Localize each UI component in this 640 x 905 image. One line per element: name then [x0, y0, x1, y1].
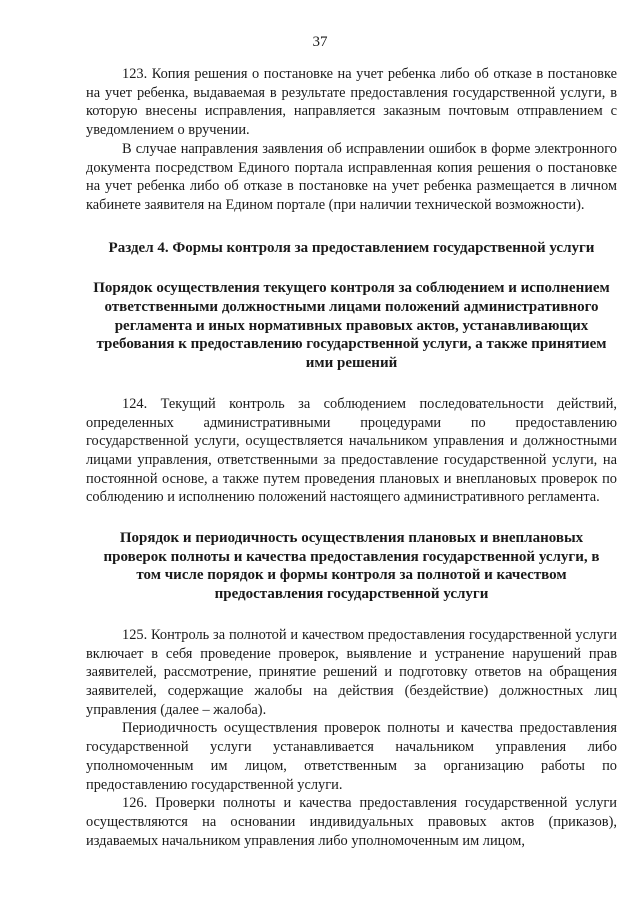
section-4-title: Раздел 4. Формы контроля за предоставлением государственной услуги: [108, 239, 595, 256]
document-body: [86, 65, 617, 850]
subsection-current-control-title: Порядок осуществления текущего контроля за соблюдением и исполнением ответственными должностными лицами положений административного регламента и иных нормативных правовых актов, устанавливающих требования к предоставлению государственной услуги, а также принятием ими решений: [93, 280, 610, 372]
paragraph-correction-electronic: В случае направления заявления об исправлении ошибок в форме электронного документа посредством Единого портала исправленная копия решения о постановке на учет ребенка либо об отказе в постановке на учет ребенка размещается в личном кабинете заявителя на Едином портале (при наличии технической возможности).: [86, 140, 617, 213]
subsection-inspections-title: Порядок и периодичность осуществления плановых и внеплановых проверок полноты и качества предоставления государственной услуги, в том числе порядок и формы контроля за полнотой и качеством предоставления государственной услуги: [103, 530, 600, 603]
paragraph-123: 123. Копия решения о постановке на учет ребенка либо об отказе в постановке на учет ребенка, выдаваемая в результате предоставления государственной услуги, в которую внесены исправления, направляется заказным почтовым отправлением с уведомлением о вручении.: [86, 66, 617, 139]
page-number: 37: [312, 34, 328, 50]
paragraph-126: 126. Проверки полноты и качества предоставления государственной услуги осуществляются на основании индивидуальных правовых актов (приказов), издаваемых начальником управления либо уполномоченным им лицом,: [86, 795, 617, 849]
paragraph-125: 125. Контроль за полнотой и качеством предоставления государственной услуги включает в себя проведение проверок, выявление и устранение нарушений прав заявителей, рассмотрение, принятие решений и подготовку ответов на обращения заявителей, содержащие жалобы на действия (бездействие) должностных лиц управления (далее – жалоба).: [86, 626, 617, 718]
paragraph-124: 124. Текущий контроль за соблюдением последовательности действий, определенных административными процедурами по предоставлению государственной услуги, осуществляется начальником управления и должностными лицами управления, ответственными за предоставление государственной услуги, на постоянной основе, а также путем проведения плановых и внеплановых проверок по соблюдению и исполнению положений настоящего административного регламента.: [86, 395, 617, 506]
paragraph-periodicity: Периодичность осуществления проверок полноты и качества предоставления государственной услуги устанавливается начальником управления либо уполномоченным им лицом, ответственным за организацию работы по предоставлению государственной услуги.: [86, 720, 617, 793]
